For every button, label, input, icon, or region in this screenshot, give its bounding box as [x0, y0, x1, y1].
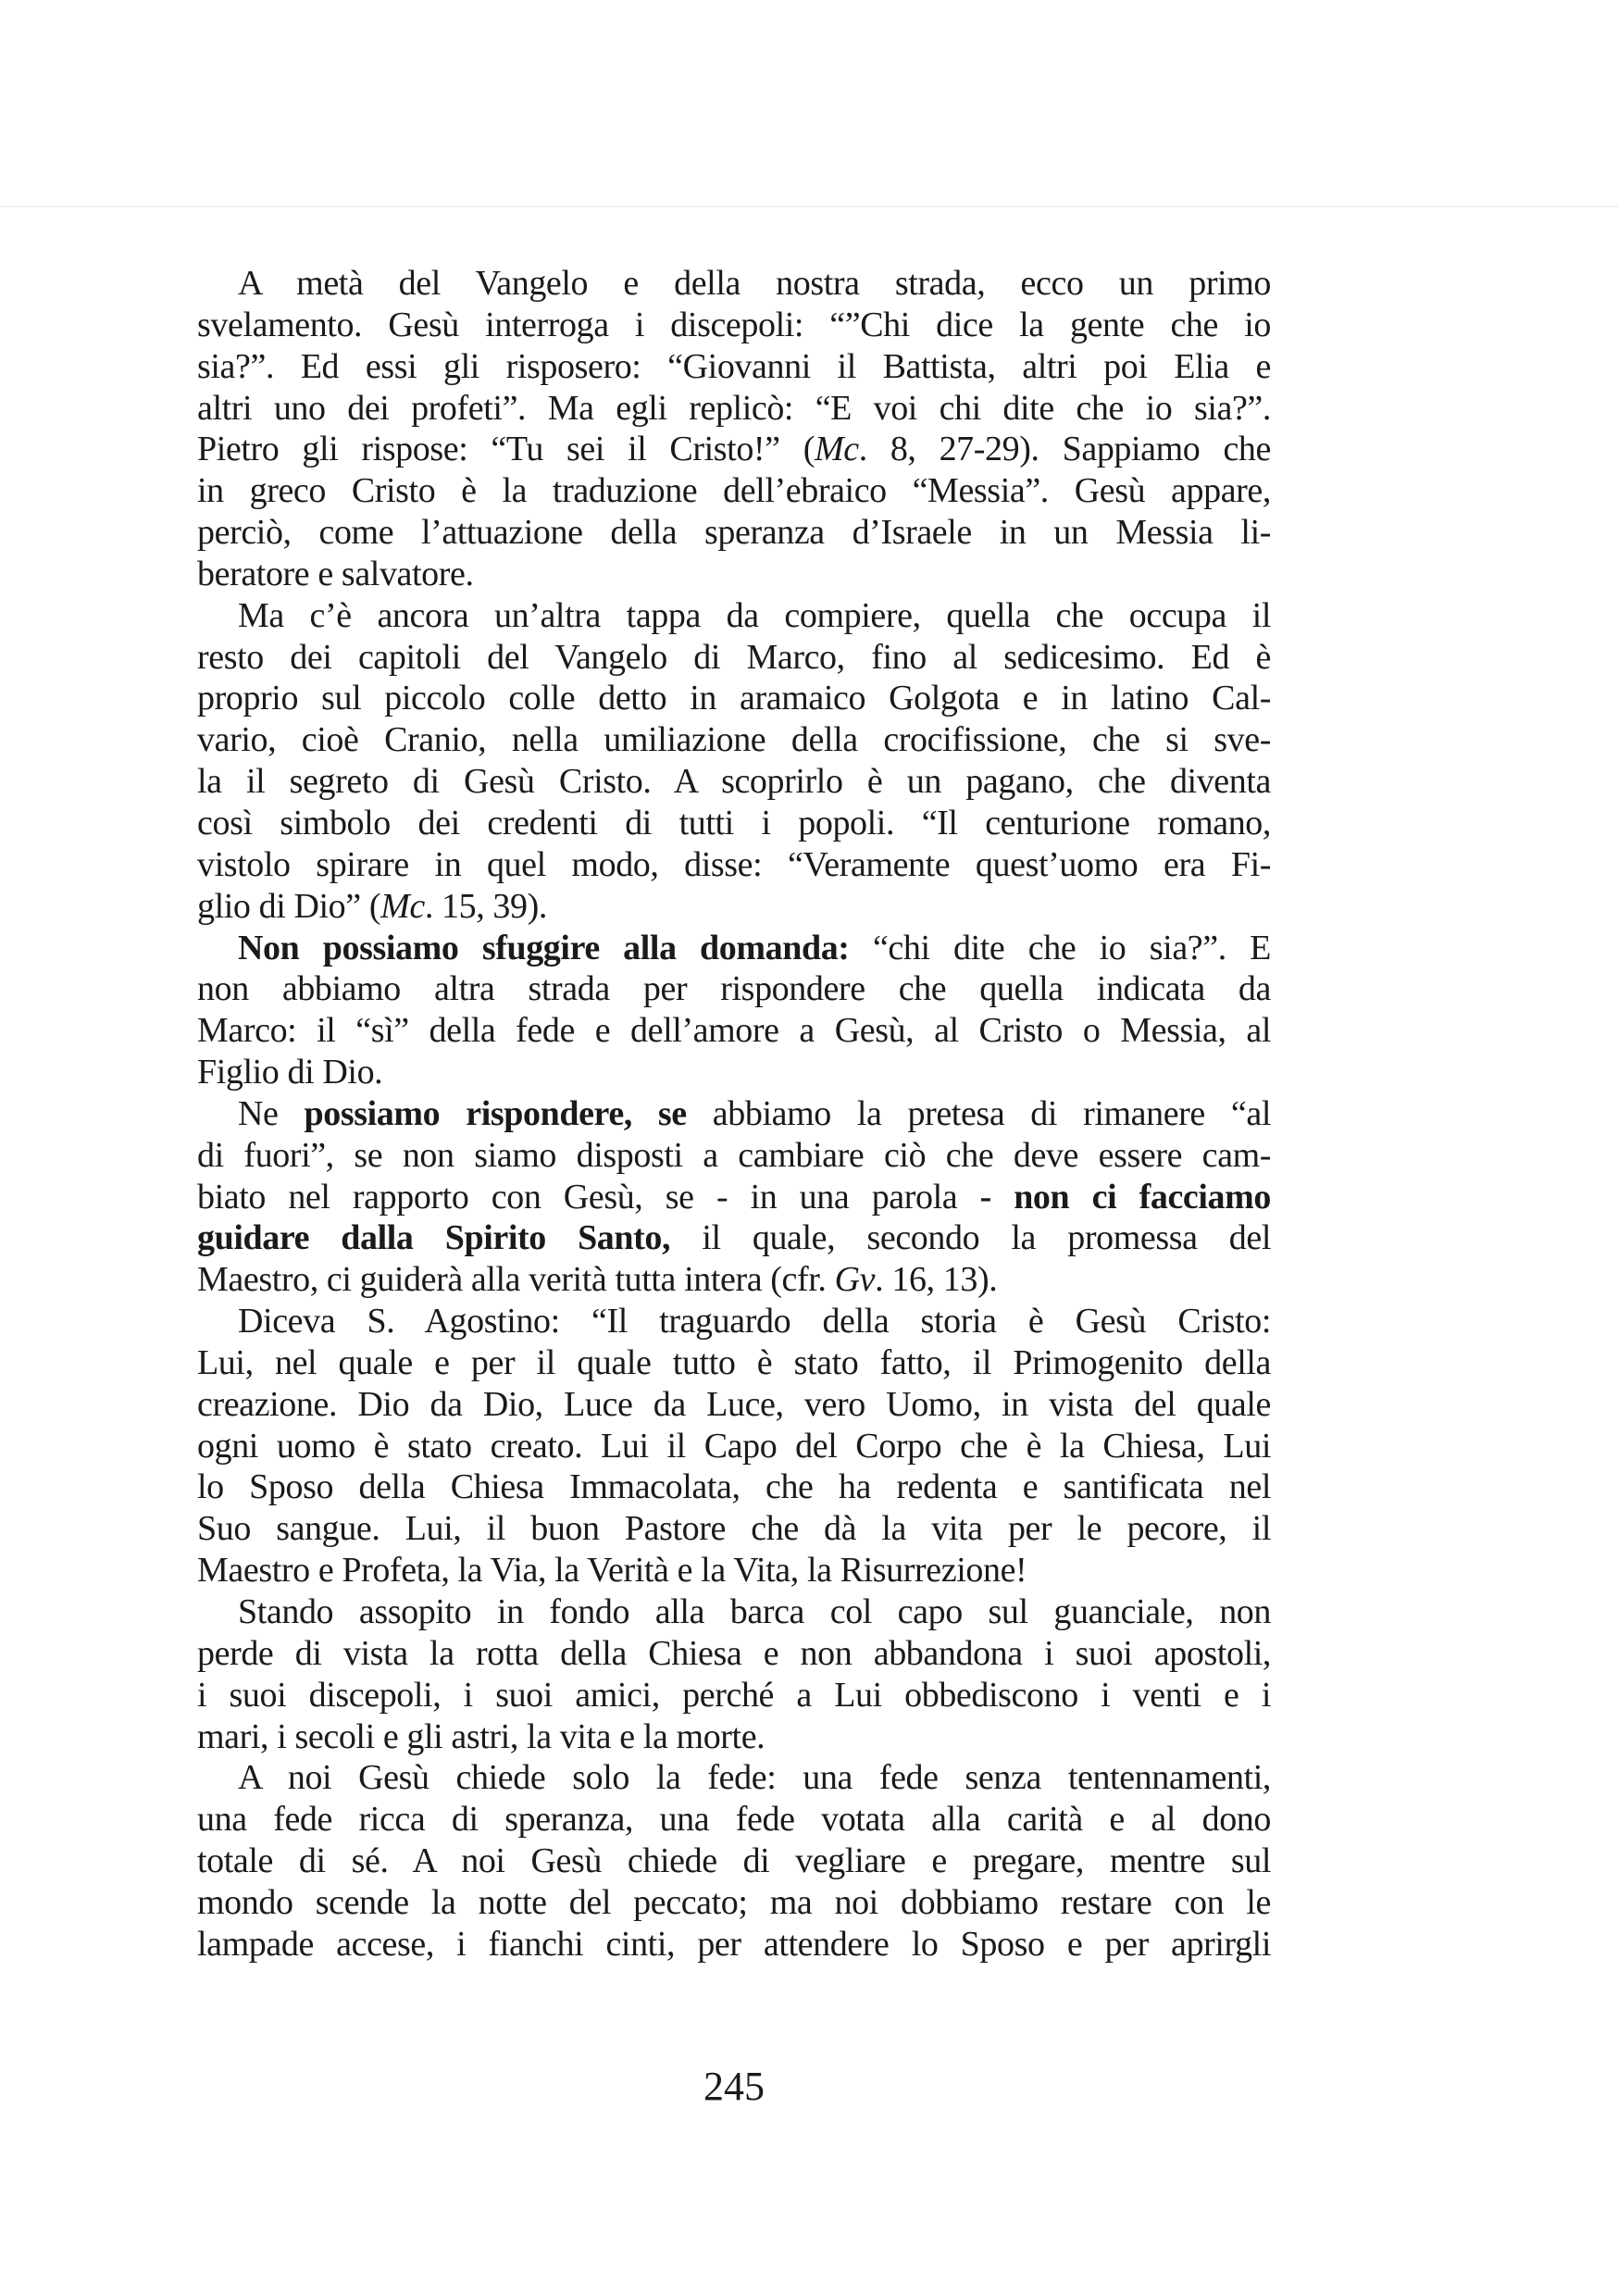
page-number: 245 — [703, 2064, 765, 2109]
text-run: in greco Cristo è la traduzione dell’ebraico “Messia”. Gesù appare, — [197, 471, 1271, 511]
text-line — [197, 1757, 1271, 1799]
text-run: Maestro e Profeta, la Via, la Verità e la Vita, la Risurrezione! — [197, 1551, 1027, 1591]
text-line — [197, 1508, 1271, 1550]
text-run: lo Sposo della Chiesa Immacolata, che ha redenta e santificata nel — [197, 1467, 1271, 1507]
text-run: mari, i secoli e gli astri, la vita e la morte. — [197, 1716, 765, 1756]
text-line — [197, 1177, 1271, 1218]
text-run: Suo sangue. Lui, il buon Pastore che dà la vita per le pecore, il — [197, 1509, 1271, 1549]
text-line — [197, 1882, 1271, 1924]
text-run: sia?”. Ed essi gli risposero: “Giovanni il Battista, altri poi Elia e — [197, 346, 1271, 386]
text-run: non abbiamo altra strada per rispondere che quella indicata da — [197, 969, 1271, 1009]
text-run: . 8, 27-29). Sappiamo che — [858, 430, 1271, 469]
paragraph — [197, 595, 1271, 928]
text-line — [197, 886, 1271, 928]
bold-text: Non possiamo sfuggire alla domanda: — [238, 928, 850, 967]
text-run: resto dei capitoli del Vangelo di Marco, fino al sedicesimo. Ed è — [197, 637, 1271, 677]
text-run: Diceva S. Agostino: “Il traguardo della storia è Gesù Cristo: — [238, 1302, 1271, 1341]
text-line — [197, 928, 1271, 969]
text-run: lampade accese, i fianchi cinti, per attendere lo Sposo e per aprirgli — [197, 1924, 1271, 1964]
text-line — [197, 1301, 1271, 1342]
text-line — [197, 1924, 1271, 1965]
text-line — [197, 429, 1271, 470]
text-line — [197, 554, 1271, 595]
text-run: “chi dite che io sia?”. E — [849, 928, 1271, 967]
text-run: Figlio di Dio. — [197, 1053, 383, 1092]
text-line — [197, 346, 1271, 388]
text-line — [197, 1259, 1271, 1301]
text-line — [197, 1426, 1271, 1467]
text-line — [197, 803, 1271, 844]
text-run: abbiamo la pretesa di rimanere “al — [686, 1093, 1271, 1133]
text-line — [197, 1052, 1271, 1093]
text-run: . 16, 13). — [875, 1260, 998, 1300]
text-run: altri uno dei profeti”. Ma egli replicò: “E voi chi dite che io sia?”. — [197, 388, 1271, 428]
text-run: di fuori”, se non siamo disposti a cambiare ciò che deve essere cam- — [197, 1135, 1271, 1175]
text-line — [197, 1716, 1271, 1758]
text-run: beratore e salvatore. — [197, 554, 474, 593]
paragraph — [197, 1757, 1271, 1965]
text-line — [197, 719, 1271, 761]
text-run: glio di Dio” ( — [197, 886, 381, 926]
text-run: vistolo spirare in quel modo, disse: “Veramente quest’uomo era Fi- — [197, 844, 1271, 884]
paragraph — [197, 263, 1271, 595]
text-run: la il segreto di Gesù Cristo. A scoprirlo è un pagano, che diventa — [197, 762, 1271, 802]
italic-citation: Mc — [380, 886, 425, 926]
text-line — [197, 263, 1271, 305]
text-run: A noi Gesù chiede solo la fede: una fede senza tentennamenti, — [238, 1758, 1271, 1798]
text-run: Pietro gli rispose: “Tu sei il Cristo!” ( — [197, 430, 815, 469]
text-run: A metà del Vangelo e della nostra strada, ecco un primo — [238, 264, 1271, 303]
text-line — [197, 595, 1271, 637]
paragraph — [197, 1093, 1271, 1301]
text-line — [197, 1841, 1271, 1882]
bold-text: possiamo rispondere, se — [304, 1093, 687, 1133]
text-run: Stando assopito in fondo alla barca col capo sul guanciale, non — [238, 1592, 1271, 1631]
text-line — [197, 1799, 1271, 1841]
bold-text: guidare dalla Spirito Santo, — [197, 1218, 671, 1258]
text-run: Ma c’è ancora un’altra tappa da compiere, quella che occupa il — [238, 595, 1271, 635]
text-line — [197, 1342, 1271, 1384]
body-text — [197, 263, 1271, 1965]
text-line — [197, 1675, 1271, 1716]
text-line — [197, 1550, 1271, 1591]
text-line — [197, 1633, 1271, 1675]
paragraph — [197, 1591, 1271, 1757]
text-line — [197, 637, 1271, 679]
text-line — [197, 844, 1271, 886]
text-run: perciò, come l’attuazione della speranza d’Israele in un Messia li- — [197, 513, 1271, 553]
text-run: svelamento. Gesù interroga i discepoli: “”Chi dice la gente che io — [197, 305, 1271, 344]
text-line — [197, 470, 1271, 512]
text-run: Ne — [238, 1093, 305, 1133]
text-run: . 15, 39). — [424, 886, 547, 926]
text-line — [197, 1591, 1271, 1633]
text-run: mondo scende la notte del peccato; ma noi dobbiamo restare con le — [197, 1882, 1271, 1922]
text-line — [197, 1093, 1271, 1135]
text-run: così simbolo dei credenti di tutti i popoli. “Il centurione romano, — [197, 803, 1271, 842]
italic-citation: Gv — [834, 1260, 876, 1300]
text-run: Marco: il “sì” della fede e dell’amore a Gesù, al Cristo o Messia, al — [197, 1011, 1271, 1051]
text-run: totale di sé. A noi Gesù chiede di vegliare e pregare, mentre sul — [197, 1841, 1271, 1881]
text-line — [197, 1010, 1271, 1052]
paragraph — [197, 1301, 1271, 1591]
text-line — [197, 678, 1271, 719]
page-edge-rule — [0, 206, 1618, 207]
text-run: il quale, secondo la promessa del — [670, 1218, 1272, 1258]
text-run: Maestro, ci guiderà alla verità tutta intera (cfr. — [197, 1260, 835, 1300]
text-run: ogni uomo è stato creato. Lui il Capo del Corpo che è la Chiesa, Lui — [197, 1426, 1271, 1466]
text-line — [197, 1217, 1271, 1259]
text-line — [197, 1384, 1271, 1426]
text-run: creazione. Dio da Dio, Luce da Luce, vero Uomo, in vista del quale — [197, 1384, 1271, 1424]
text-line — [197, 512, 1271, 554]
bold-text: - non ci facciamo — [979, 1177, 1271, 1217]
italic-citation: Mc — [814, 430, 859, 469]
text-run: perde di vista la rotta della Chiesa e non abbandona i suoi apostoli, — [197, 1633, 1271, 1673]
text-line — [197, 1135, 1271, 1177]
text-line — [197, 1466, 1271, 1508]
text-run: proprio sul piccolo colle detto in aramaico Golgota e in latino Cal- — [197, 679, 1271, 718]
text-line — [197, 968, 1271, 1010]
paragraph — [197, 928, 1271, 1093]
text-line — [197, 761, 1271, 803]
text-run: Lui, nel quale e per il quale tutto è stato fatto, il Primogenito della — [197, 1342, 1271, 1382]
text-run: biato nel rapporto con Gesù, se - in una parola — [197, 1177, 980, 1217]
text-line — [197, 388, 1271, 430]
text-run: una fede ricca di speranza, una fede votata alla carità e al dono — [197, 1800, 1271, 1840]
text-run: vario, cioè Cranio, nella umiliazione della crocifissione, che si sve- — [197, 720, 1271, 760]
text-run: i suoi discepoli, i suoi amici, perché a Lui obbediscono i venti e i — [197, 1675, 1271, 1715]
text-line — [197, 305, 1271, 346]
